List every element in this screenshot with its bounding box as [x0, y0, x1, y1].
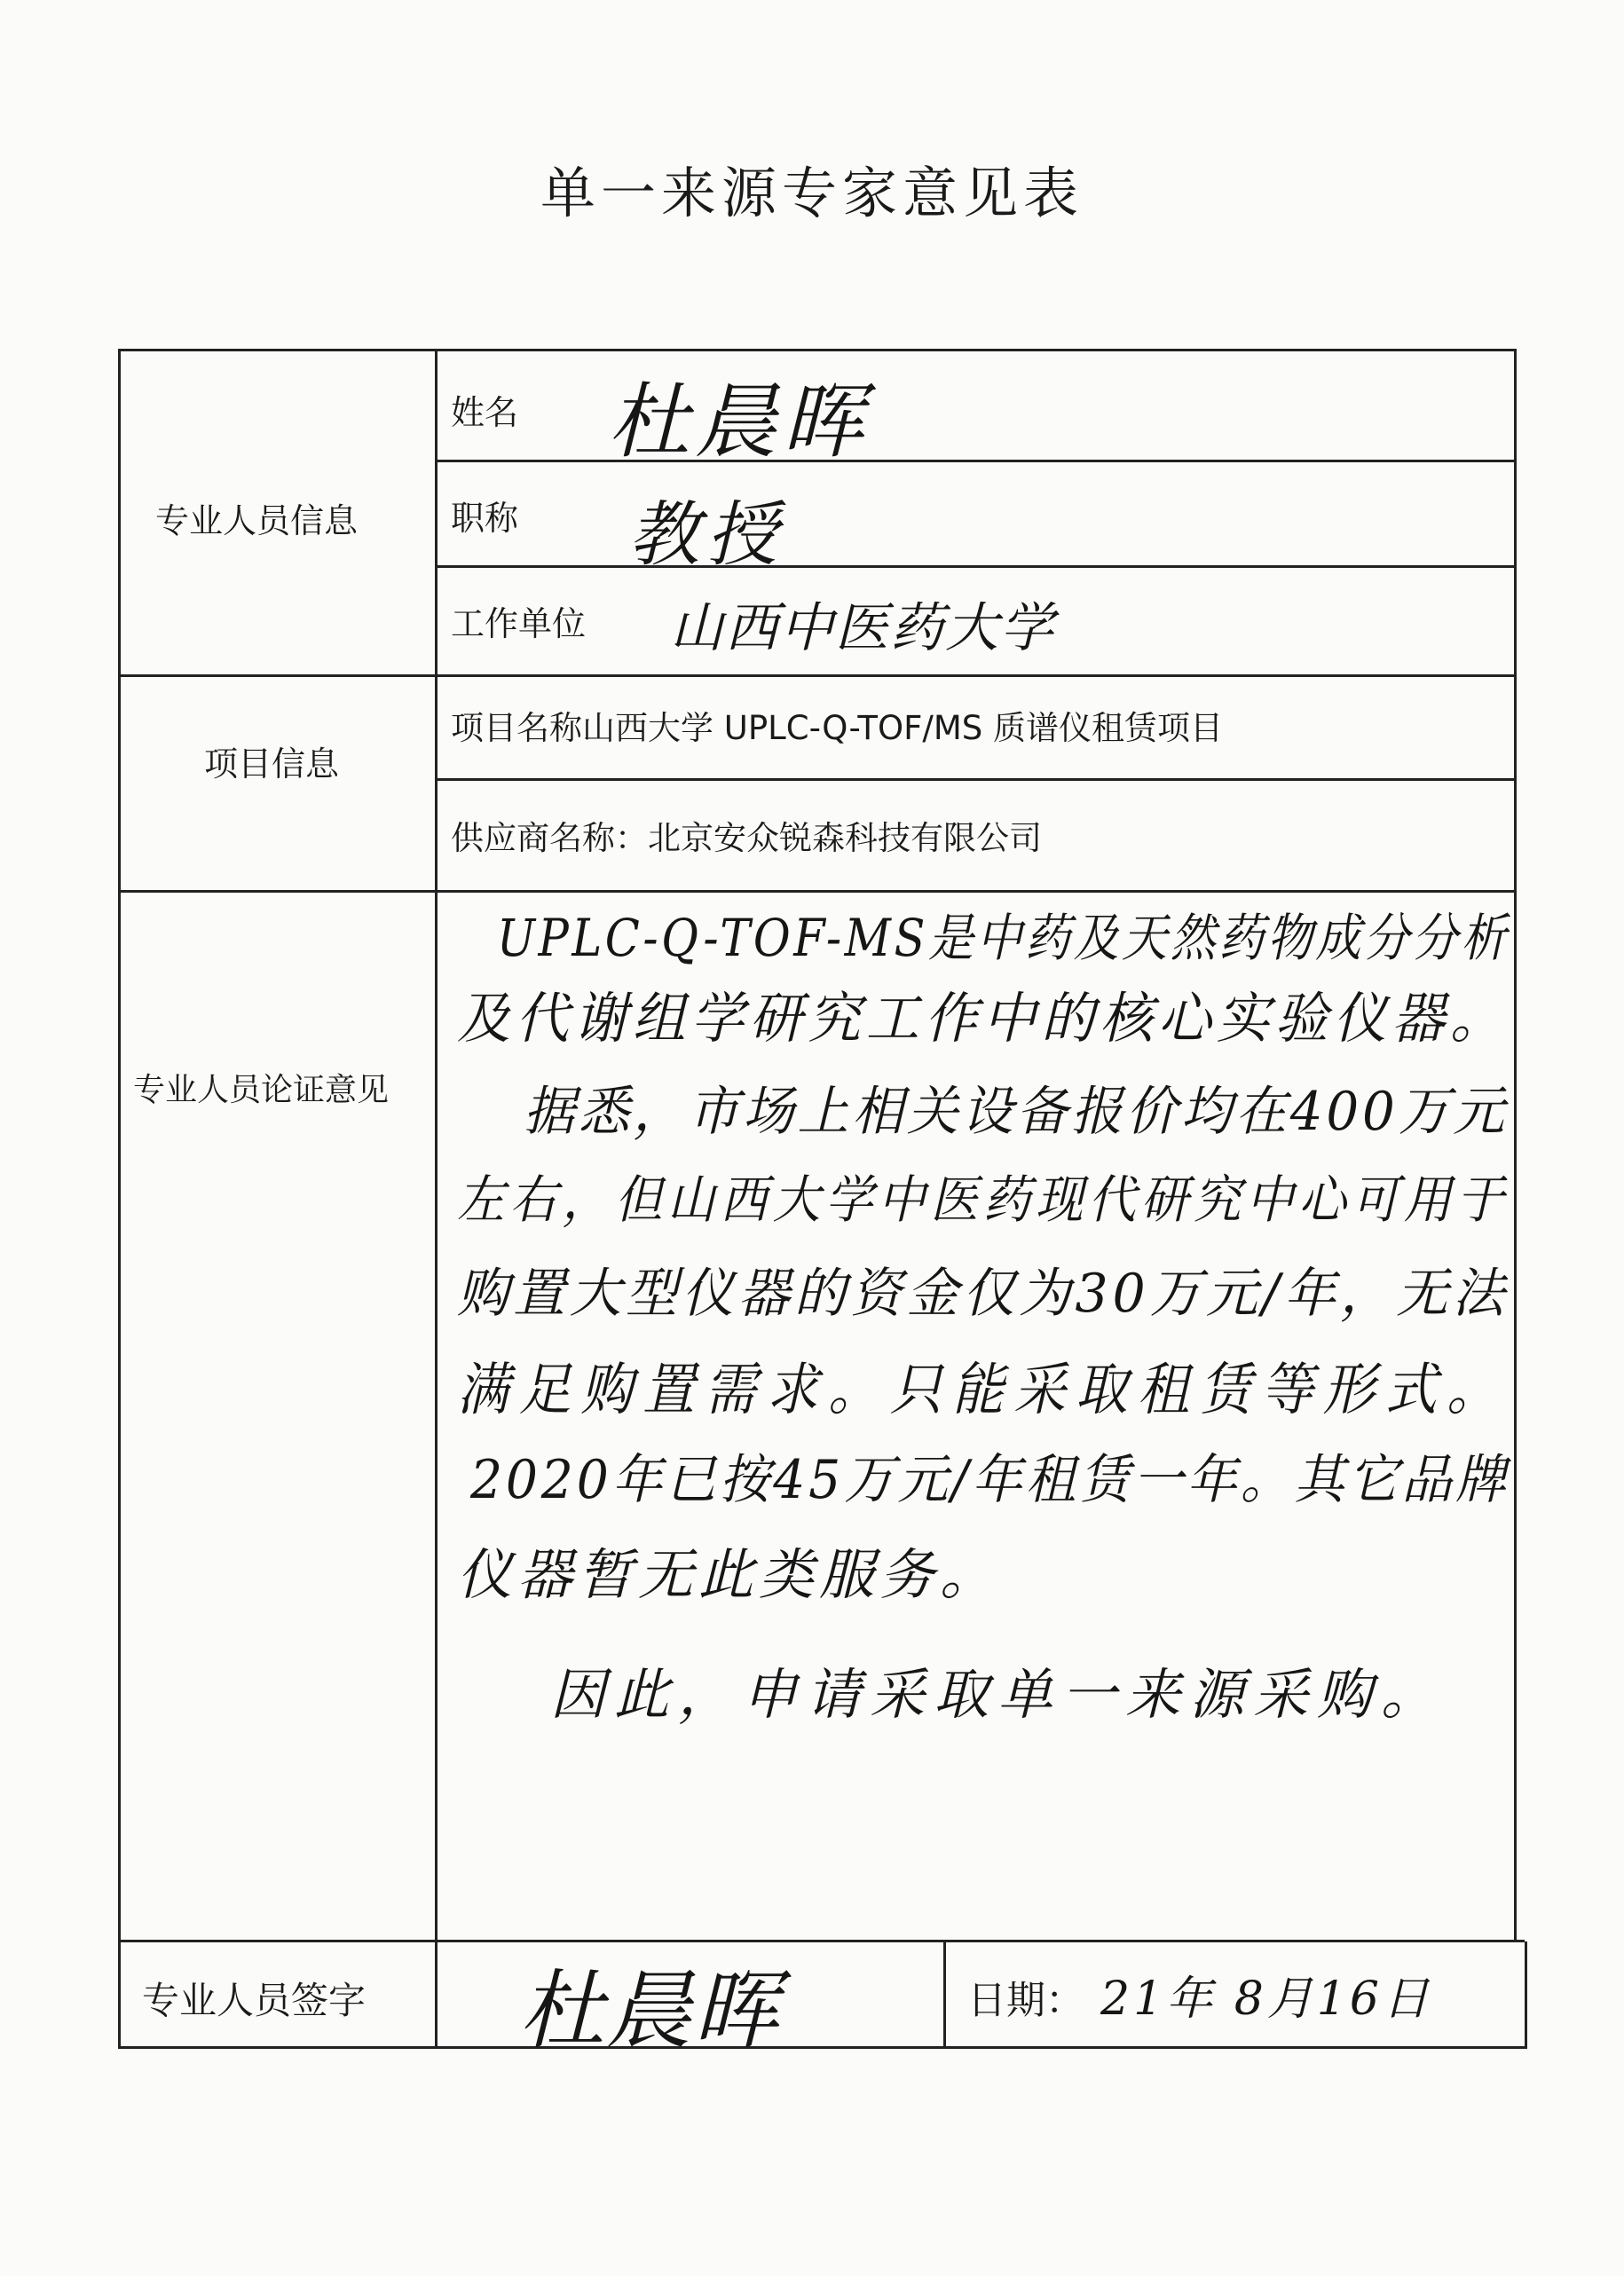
table-border-bottom	[118, 2046, 1525, 2049]
page-title: 单一来源专家意见表	[540, 161, 1084, 225]
opinion-line-6: 满足购置需求。只能采取租赁等形式。	[457, 1358, 1509, 1423]
row-divider-title	[435, 565, 1517, 568]
org-label: 工作单位	[451, 604, 587, 643]
table-column-divider	[435, 349, 438, 2049]
handwritten-signature: 杜晨晖	[519, 1961, 780, 2060]
title-value: 教授	[628, 493, 784, 576]
date-label: 日期：	[967, 1978, 1084, 2023]
signature-date-divider	[943, 1940, 946, 2049]
table-border-right-bottom	[1525, 1941, 1527, 2049]
project-name: 项目名称山西大学 UPLC-Q-TOF/MS 质谱仪租赁项目	[451, 709, 1224, 747]
name-value: 杜晨晖	[608, 374, 870, 469]
signature-label: 专业人员签字	[142, 1979, 367, 2022]
opinion-line-7: 2020年已按45万元/年租赁一年。其它品牌	[470, 1449, 1510, 1511]
opinion-line-9: 因此，申请采取单一来源采购。	[550, 1662, 1446, 1727]
opinion-line-3: 据悉，市场上相关设备报价均在400万元	[524, 1081, 1509, 1143]
opinion-line-2: 及代谢组学研究工作中的核心实验仪器。	[457, 986, 1509, 1051]
opinion-line-5: 购置大型仪器的资金仅为30万元/年，无法	[457, 1263, 1509, 1325]
supplier-name: 供应商名称：北京安众锐森科技有限公司	[451, 819, 1042, 857]
opinion-line-4: 左右，但山西大学中医药现代研究中心可用于	[457, 1170, 1510, 1230]
table-border-right	[1514, 349, 1517, 1941]
opinion-line-8: 仪器暂无此类服务。	[457, 1542, 1001, 1607]
personnel-section-label: 专业人员信息	[155, 501, 359, 540]
opinion-line-1: UPLC-Q-TOF-MS是中药及天然药物成分分析	[497, 908, 1510, 968]
opinion-section-label: 专业人员论证意见	[133, 1072, 390, 1108]
row-divider-name	[435, 460, 1517, 462]
project-section-label: 项目信息	[204, 744, 340, 784]
section-divider-project	[118, 890, 1517, 893]
org-value: 山西中医药大学	[670, 597, 1055, 659]
table-border-top	[118, 349, 1517, 351]
name-label: 姓名	[451, 393, 519, 432]
table-border-left	[118, 349, 121, 2049]
section-divider-opinion	[118, 1940, 1525, 1942]
section-divider-personnel	[118, 674, 1517, 677]
row-divider-project	[435, 778, 1517, 781]
date-value: 21年 8月16日	[1100, 1973, 1432, 2026]
title-label: 职称	[451, 499, 519, 538]
